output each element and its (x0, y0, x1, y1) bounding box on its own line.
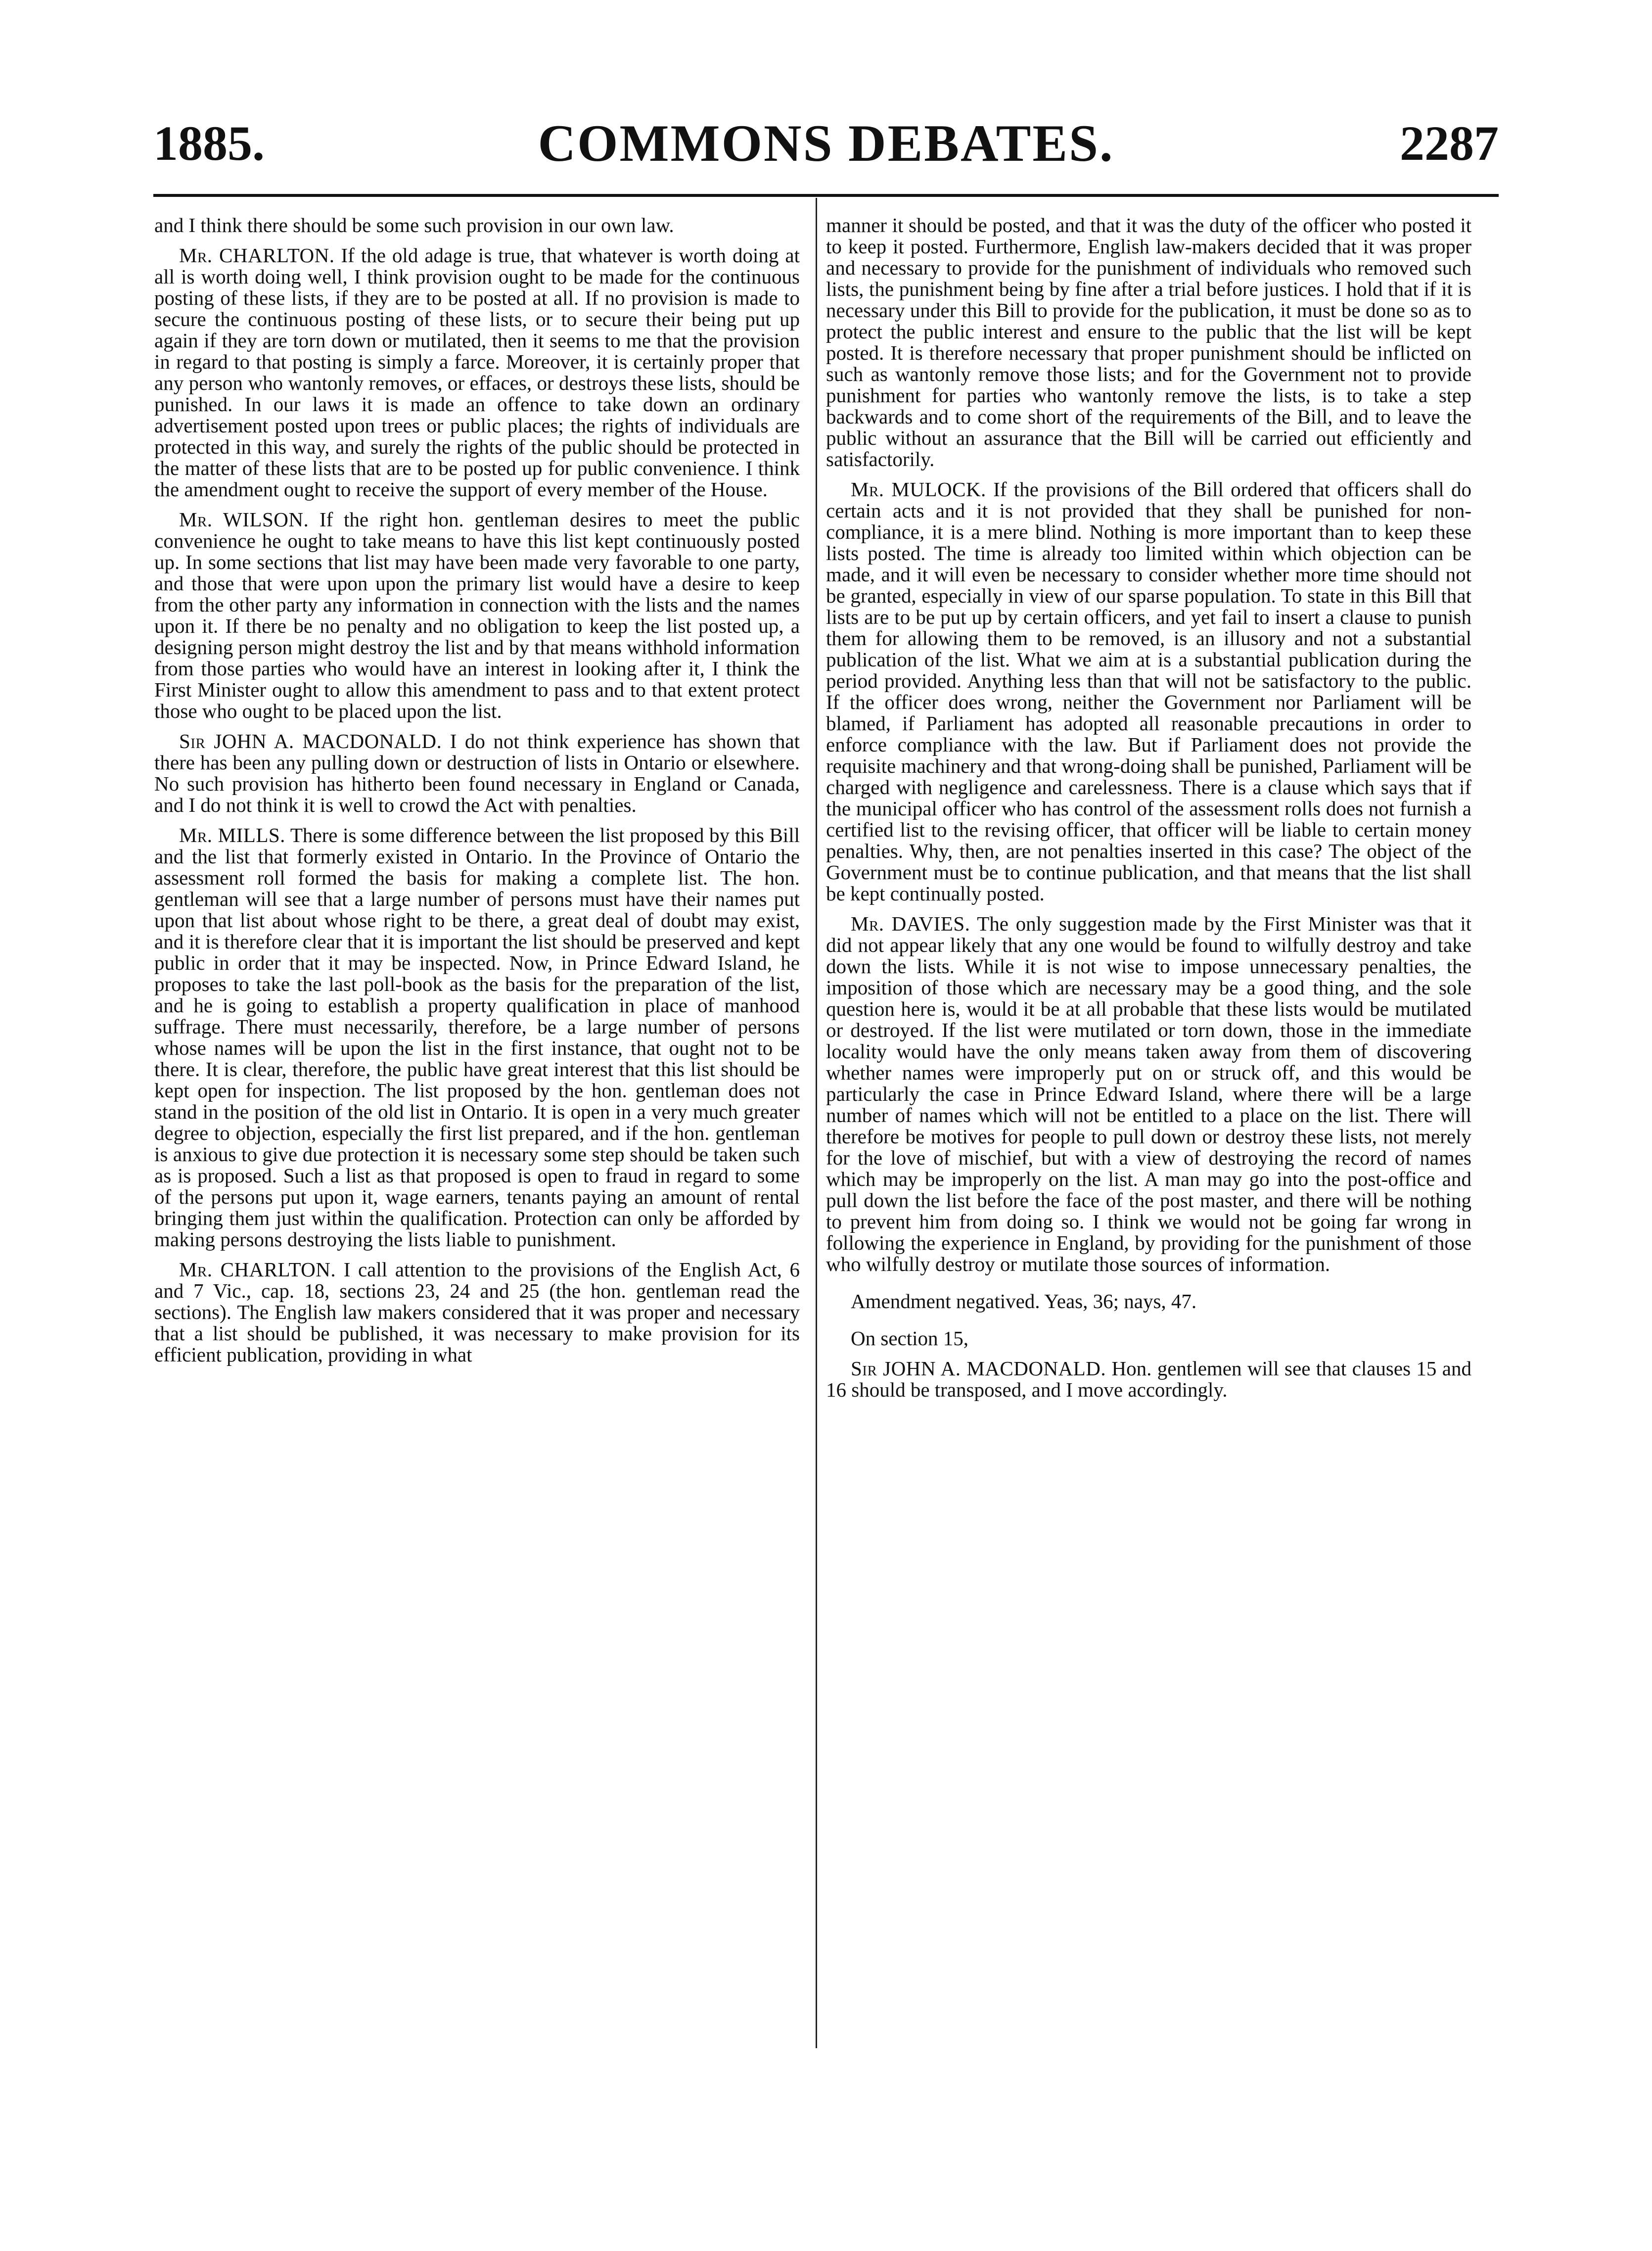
paragraph (826, 215, 1471, 470)
paragraph-text: If the old adage is true, that whatever is worth doing at all is worth doing well, I think provision ought to be made for the continuous posting of these lists, if they are to be posted at all. If no provision is made to secure the continuous posting of these lists, or to secure their being put up again if they are torn down or mutilated, then it seems to me that the provision in regard to that posting is simply a farce. Moreover, it is certainly proper that any person who wantonly removes, or effaces, or destroys these lists, should be punished. In our laws it is made an offence to take down an ordinary advertisement posted upon trees or public places; the rights of individuals are protected in this way, and surely the rights of the public should be protected in the matter of these lists that are to be posted up for public convenience. I think the amendment ought to receive the support of every member of the House. (154, 244, 800, 501)
paragraph (154, 1259, 800, 1365)
header-page-number: 2287 (1400, 116, 1499, 171)
paragraph-text: On section 15, (851, 1327, 968, 1350)
paragraph (154, 509, 800, 722)
paragraph-text: I do not think experience has shown that there has been any pulling down or destruction of lists in Ontario or elsewhere. No such provision has hitherto been found necessary in England or Canada, and I do not think it is well to crowd the Act with penalties. (154, 730, 800, 816)
speaker-name: Mr. MULOCK. (851, 478, 986, 501)
paragraph (154, 825, 800, 1250)
paragraph (826, 479, 1471, 904)
column-divider (816, 198, 817, 2048)
paragraph-text: Amendment negatived. Yeas, 36; nays, 47. (851, 1290, 1197, 1313)
header-year: 1885. (153, 116, 265, 171)
paragraph (154, 245, 800, 500)
header-rule (153, 194, 1499, 197)
speaker-name: Sir JOHN A. MACDONALD. (179, 730, 442, 752)
paragraph (826, 1291, 1471, 1312)
speaker-name: Mr. MILLS. (179, 824, 285, 846)
paragraph (154, 215, 800, 236)
paragraph-text: Hon. gentlemen will see that clauses 15 and 16 should be transposed, and I move accordingly. (826, 1357, 1471, 1401)
paragraph-text: and I think there should be some such provision in our own law. (154, 215, 674, 236)
paragraph-text: I call attention to the provisions of the English Act, 6 and 7 Vic., cap. 18, sections 23, 24 and 25 (the hon. gentleman read the sections). The English law makers considered that it was proper and necessary that a list should be published, it was necessary to make provision for its efficient publication, providing in what (154, 1258, 800, 1366)
paragraph-text: There is some difference between the list proposed by this Bill and the list that formerly existed in Ontario. In the Province of Ontario the assessment roll formed the basis for making a complete list. The hon. gentleman will see that a large number of persons must have their names put upon that list about whose right to be there, a great deal of doubt may exist, and it is therefore clear that it is important the list should be preserved and kept public in order that it may be inspected. Now, in Prince Edward Island, he proposes to take the last poll-book as the basis for the preparation of the list, and he is going to establish a property qualification in place of manhood suffrage. There must necessarily, therefore, be a large number of persons whose names will be upon the list in the first instance, that ought not to be there. It is clear, therefore, the public have great interest that this list should be kept open for inspection. The list proposed by the hon. gentleman does not stand in the position of the old list in Ontario. It is open in a very much greater degree to objection, especially the first list prepared, and if the hon. gentleman is anxious to give due protection it is necessary some step should be taken such as is proposed. Such a list as that proposed is open to fraud in regard to some of the persons put upon it, wage earners, tenants paying an amount of rental bringing them just within the qualification. Protection can only be afforded by making persons destroying the lists liable to punishment. (154, 824, 800, 1251)
speaker-name: Mr. WILSON. (179, 508, 309, 531)
paragraph-text: manner it should be posted, and that it was the duty of the officer who posted it to keep it posted. Furthermore, English law-makers decided that it was proper and necessary to provide for the punishment of individuals who removed such lists, the punishment being by fine after a trial before justices. I hold that if it is necessary under this Bill to provide for the publication, it must be done so as to protect the public interest and ensure to the public that the list will be kept posted. It is therefore necessary that proper punishment should be inflicted on such as wantonly remove those lists; and for the Government not to provide punishment for parties who wantonly remove the lists, is to take a step backwards and to come short of the requirements of the Bill, and to leave the public without an assurance that the Bill will be carried out efficiently and satisfactorily. (826, 215, 1471, 470)
header-title: COMMONS DEBATES. (538, 114, 1114, 172)
speaker-name: Mr. CHARLTON. (179, 244, 335, 267)
right-column (826, 215, 1471, 2045)
paragraph-text: If the right hon. gentleman desires to meet the public convenience he ought to take means to have this list kept continuously posted up. In some sections that list may have been made very favorable to one party, and those that were upon upon the primary list would have a desire to keep from the other party any information in connection with the lists and the names upon it. If there be no penalty and no obligation to keep the list posted up, a designing person might destroy the list and by that means withhold information from those parties who would have an interest in looking after it, I think the First Minister ought to allow this amendment to pass and to that extent protect those who ought to be placed upon the list. (154, 508, 800, 722)
speaker-name: Mr. DAVIES. (851, 912, 970, 935)
paragraph (154, 731, 800, 816)
paragraph-text: The only suggestion made by the First Minister was that it did not appear likely that any one would be found to wilfully destroy and take down the lists. While it is not wise to impose unnecessary penalties, the imposition of those which are necessary may be a good thing, and the sole question here is, would it be at all probable that these lists would be mutilated or destroyed. If the list were mutilated or torn down, those in the immediate locality would have the only means taken away from them of discovering whether names were improperly put on or struck off, and this would be particularly the case in Prince Edward Island, where there will be a large number of names which will not be entitled to a place on the list. There will therefore be motives for people to pull down or destroy these lists, not merely for the love of mischief, but with a view of destroying the record of names which may be improperly on the list. A man may go into the post-office and pull down the list before the face of the post master, and there will be nothing to prevent him from doing so. I think we would not be going far wrong in following the experience in England, by providing for the punishment of those who wilfully destroy or mutilate those sources of information. (826, 912, 1471, 1275)
paragraph-text: If the provisions of the Bill ordered that officers shall do certain acts and it is not provided that they shall be punished for non-compliance, it is a mere blind. Nothing is more important than to keep these lists posted. The time is already too limited within which objection can be made, and it will even be necessary to consider whether more time should not be granted, especially in view of our sparse population. To state in this Bill that lists are to be put up by certain officers, and yet fail to insert a clause to punish them for allowing them to be removed, is an illusory and not a substantial publication of the list. What we aim at is a substantial publication during the period provided. Anything less than that will not be satisfactory to the public. If the officer does wrong, neither the Government nor Parliament will be blamed, if Parliament has adopted all reasonable precautions in order to enforce compliance with the law. But if Parliament does not provide the requisite machinery and that wrong-doing shall be punished, Parliament will be charged with negligence and carelessness. There is a clause which says that if the municipal officer who has control of the assessment rolls does not furnish a certified list to the revising officer, that officer will be liable to certain money penalties. Why, then, are not penalties inserted in this case? The object of the Government must be to continue publication, and that means that the list shall be kept continually posted. (826, 478, 1471, 905)
paragraph (826, 913, 1471, 1275)
page-header (153, 114, 1499, 183)
speaker-name: Sir JOHN A. MACDONALD. (851, 1357, 1106, 1380)
left-column (154, 215, 800, 2045)
paragraph (826, 1358, 1471, 1401)
speaker-name: Mr. CHARLTON. (179, 1258, 336, 1281)
paragraph (826, 1328, 1471, 1349)
